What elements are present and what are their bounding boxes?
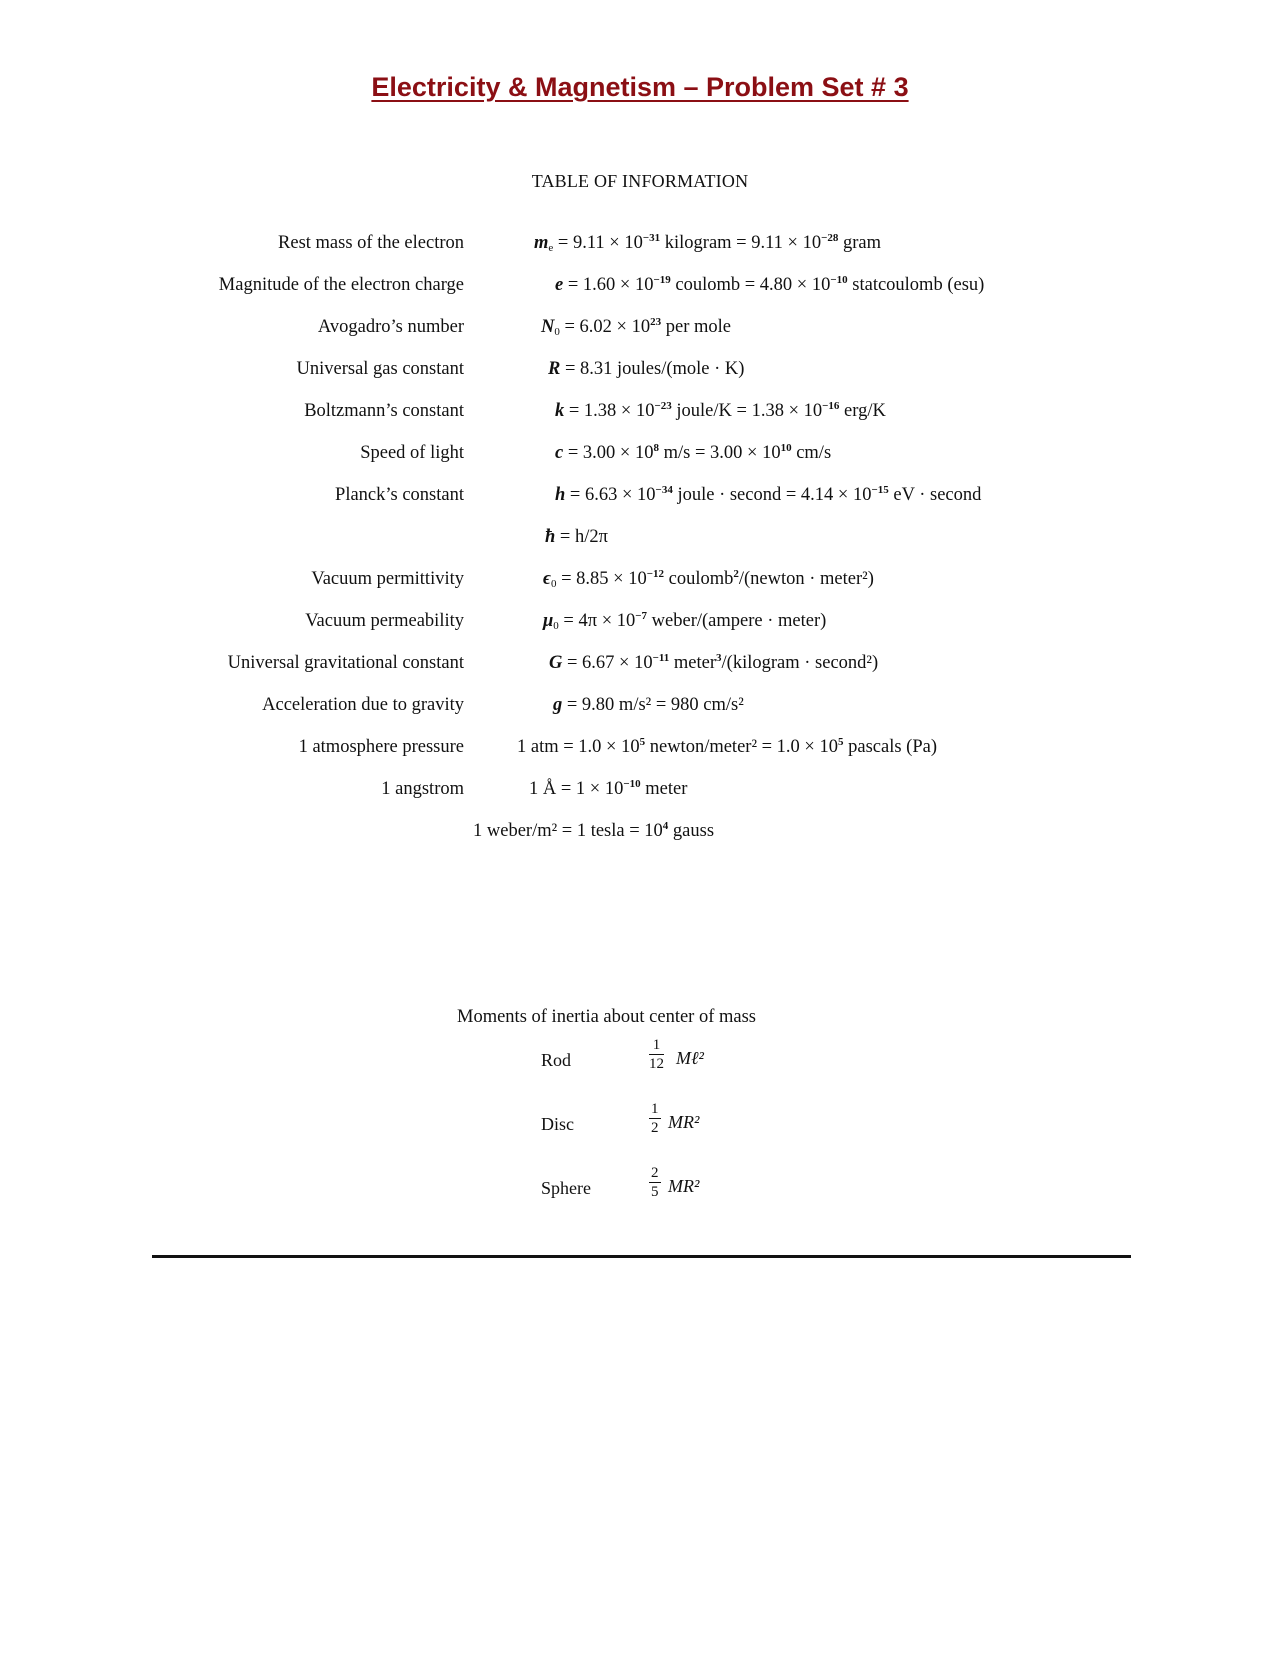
moment-expression: MR² [668,1112,700,1132]
constant-text: = 6.67 × 10 [562,653,653,673]
constant-text: per mole [661,317,731,337]
constant-value [549,653,878,674]
constant-exponent: −31 [642,232,661,244]
constant-symbol: N [541,317,555,337]
constant-row [0,821,1280,851]
constant-text: 1 weber/m² = 1 tesla = 10 [473,821,663,841]
moment-row [0,1036,1280,1084]
moment-fraction [649,1036,664,1073]
constant-text: = 9.80 m/s² = 980 cm/s² [562,695,744,715]
constant-symbol-subscript: e [548,242,554,254]
constant-text: /(kilogram · second²) [721,653,879,673]
moment-expression: MR² [668,1176,700,1196]
constant-symbol: e [555,275,564,295]
moment-name: Rod [541,1050,572,1070]
constant-row [0,779,1280,809]
constant-exponent: 5 [838,736,844,748]
constant-exponent: −16 [822,400,840,412]
constant-text: = 8.31 joules/(mole · K) [560,359,745,379]
constant-value [473,821,714,842]
constant-row [0,275,1280,305]
constant-label: 1 angstrom [381,779,464,799]
constant-value [548,359,744,380]
constant-symbol: G [549,653,563,673]
constant-value [534,233,881,254]
table-heading: TABLE OF INFORMATION [531,171,749,191]
fraction-denominator: 2 [651,1120,659,1136]
fraction-numerator: 1 [649,1036,664,1055]
constant-text: cm/s [791,443,832,463]
constant-row [0,611,1280,641]
constant-text: joule/K = 1.38 × 10 [671,401,823,421]
constant-exponent: 3 [716,652,722,664]
constant-symbol: ħ [545,527,556,547]
constant-row [0,569,1280,599]
constant-symbol: g [553,695,563,715]
constant-text: erg/K [839,401,886,421]
constant-row [0,737,1280,767]
moments-heading: Moments of inertia about center of mass [457,1007,756,1027]
moment-fraction [649,1164,661,1201]
constant-label: Acceleration due to gravity [262,695,464,715]
constant-text: = 8.85 × 10 [556,569,647,589]
constant-exponent: −11 [652,652,670,664]
constant-value [545,527,608,548]
constant-value [553,695,744,716]
constant-text: = 4π × 10 [558,611,636,631]
constant-text: = 1.38 × 10 [564,401,655,421]
constant-exponent: −15 [871,484,889,496]
constant-symbol-subscript: 0 [554,326,560,338]
constant-text: = 9.11 × 10 [553,233,643,253]
constant-text: statcoulomb (esu) [847,275,985,295]
constant-value [541,317,731,338]
moment-expression: Mℓ² [676,1048,704,1068]
constant-text: newton/meter² = 1.0 × 10 [645,737,838,757]
constant-value [517,737,937,758]
constant-symbol-subscript: 0 [550,578,557,590]
constant-text: weber/(ampere · meter) [647,611,827,631]
constant-text: joule · second = 4.14 × 10 [672,485,872,505]
constant-row [0,359,1280,389]
constant-label: Vacuum permittivity [311,569,464,589]
constant-exponent: −28 [821,232,839,244]
constant-text: 1 atm = 1.0 × 10 [517,737,640,757]
constant-text: m/s = 3.00 × 10 [658,443,781,463]
constant-value [555,401,886,422]
moment-name: Disc [541,1114,574,1134]
constant-row [0,527,1280,557]
constant-text: gram [838,233,882,253]
constant-exponent: −12 [646,568,664,580]
constant-value [529,779,687,800]
constant-text: = 3.00 × 10 [563,443,654,463]
constant-label: Vacuum permeability [305,611,464,631]
horizontal-rule [152,1255,1131,1258]
constant-exponent: 2 [733,568,739,580]
constant-exponent: −34 [655,484,673,496]
constant-value [555,485,981,506]
fraction-numerator: 2 [651,1165,659,1181]
constant-text: = 6.02 × 10 [559,317,651,337]
constant-text: gauss [668,821,715,841]
constant-row [0,695,1280,725]
constant-symbol: c [555,443,564,463]
constant-symbol-subscript: 0 [553,620,559,632]
constant-value [543,611,826,632]
moment-name: Sphere [541,1178,591,1198]
constant-exponent: −19 [653,274,671,286]
constant-text: 1 Å = 1 × 10 [529,779,624,799]
constant-label: Boltzmann’s constant [304,401,464,421]
constant-value [543,569,874,590]
constant-row [0,401,1280,431]
constant-symbol: ϵ [543,569,551,589]
constant-text: kilogram = 9.11 × 10 [660,233,822,253]
constant-exponent: −7 [635,610,648,622]
constant-row [0,485,1280,515]
constant-label: Speed of light [360,443,464,463]
constant-symbol: m [534,233,549,253]
moment-row [0,1100,1280,1148]
constant-text: = 1.60 × 10 [563,275,654,295]
constant-exponent: 10 [780,442,792,454]
constant-text: /(newton · meter²) [738,569,874,589]
fraction-denominator: 5 [651,1184,659,1200]
constant-exponent: −10 [623,778,641,790]
constant-label: Universal gravitational constant [227,653,464,673]
constant-symbol: μ [543,611,554,631]
constant-exponent: −10 [830,274,848,286]
constant-exponent: 5 [639,736,646,748]
constant-exponent: −23 [654,400,672,412]
constant-exponent: 23 [650,316,662,328]
constant-symbol: h [555,485,566,505]
constant-label: Magnitude of the electron charge [218,275,464,295]
constant-row [0,317,1280,347]
constant-text: = 6.63 × 10 [565,485,656,505]
constant-text: pascals (Pa) [843,737,937,757]
constant-value [555,443,831,464]
constant-label: 1 atmosphere pressure [298,737,464,757]
constant-row [0,653,1280,683]
fraction-denominator: 12 [649,1056,664,1072]
page-title: Electricity & Magnetism – Problem Set # 3 [371,72,909,102]
constant-text: meter [669,653,717,673]
constant-exponent: 8 [653,442,659,454]
constant-row [0,443,1280,473]
constant-label: Rest mass of the electron [278,233,464,253]
constant-label: Universal gas constant [296,359,464,379]
constant-text: eV · second [888,485,982,505]
constant-label: Planck’s constant [335,485,464,505]
constant-exponent: 4 [662,820,669,832]
constant-text: coulomb [664,569,734,589]
constant-value [555,275,984,296]
fraction-numerator: 1 [651,1101,659,1117]
moment-row [0,1164,1280,1212]
constant-text: meter [640,779,688,799]
constant-label: Avogadro’s number [317,317,464,337]
constant-row [0,233,1280,263]
constant-symbol: k [555,401,565,421]
constant-text: coulomb = 4.80 × 10 [670,275,831,295]
constant-symbol: R [548,359,561,379]
constant-text: = h/2π [555,527,608,547]
moment-fraction [649,1100,661,1137]
